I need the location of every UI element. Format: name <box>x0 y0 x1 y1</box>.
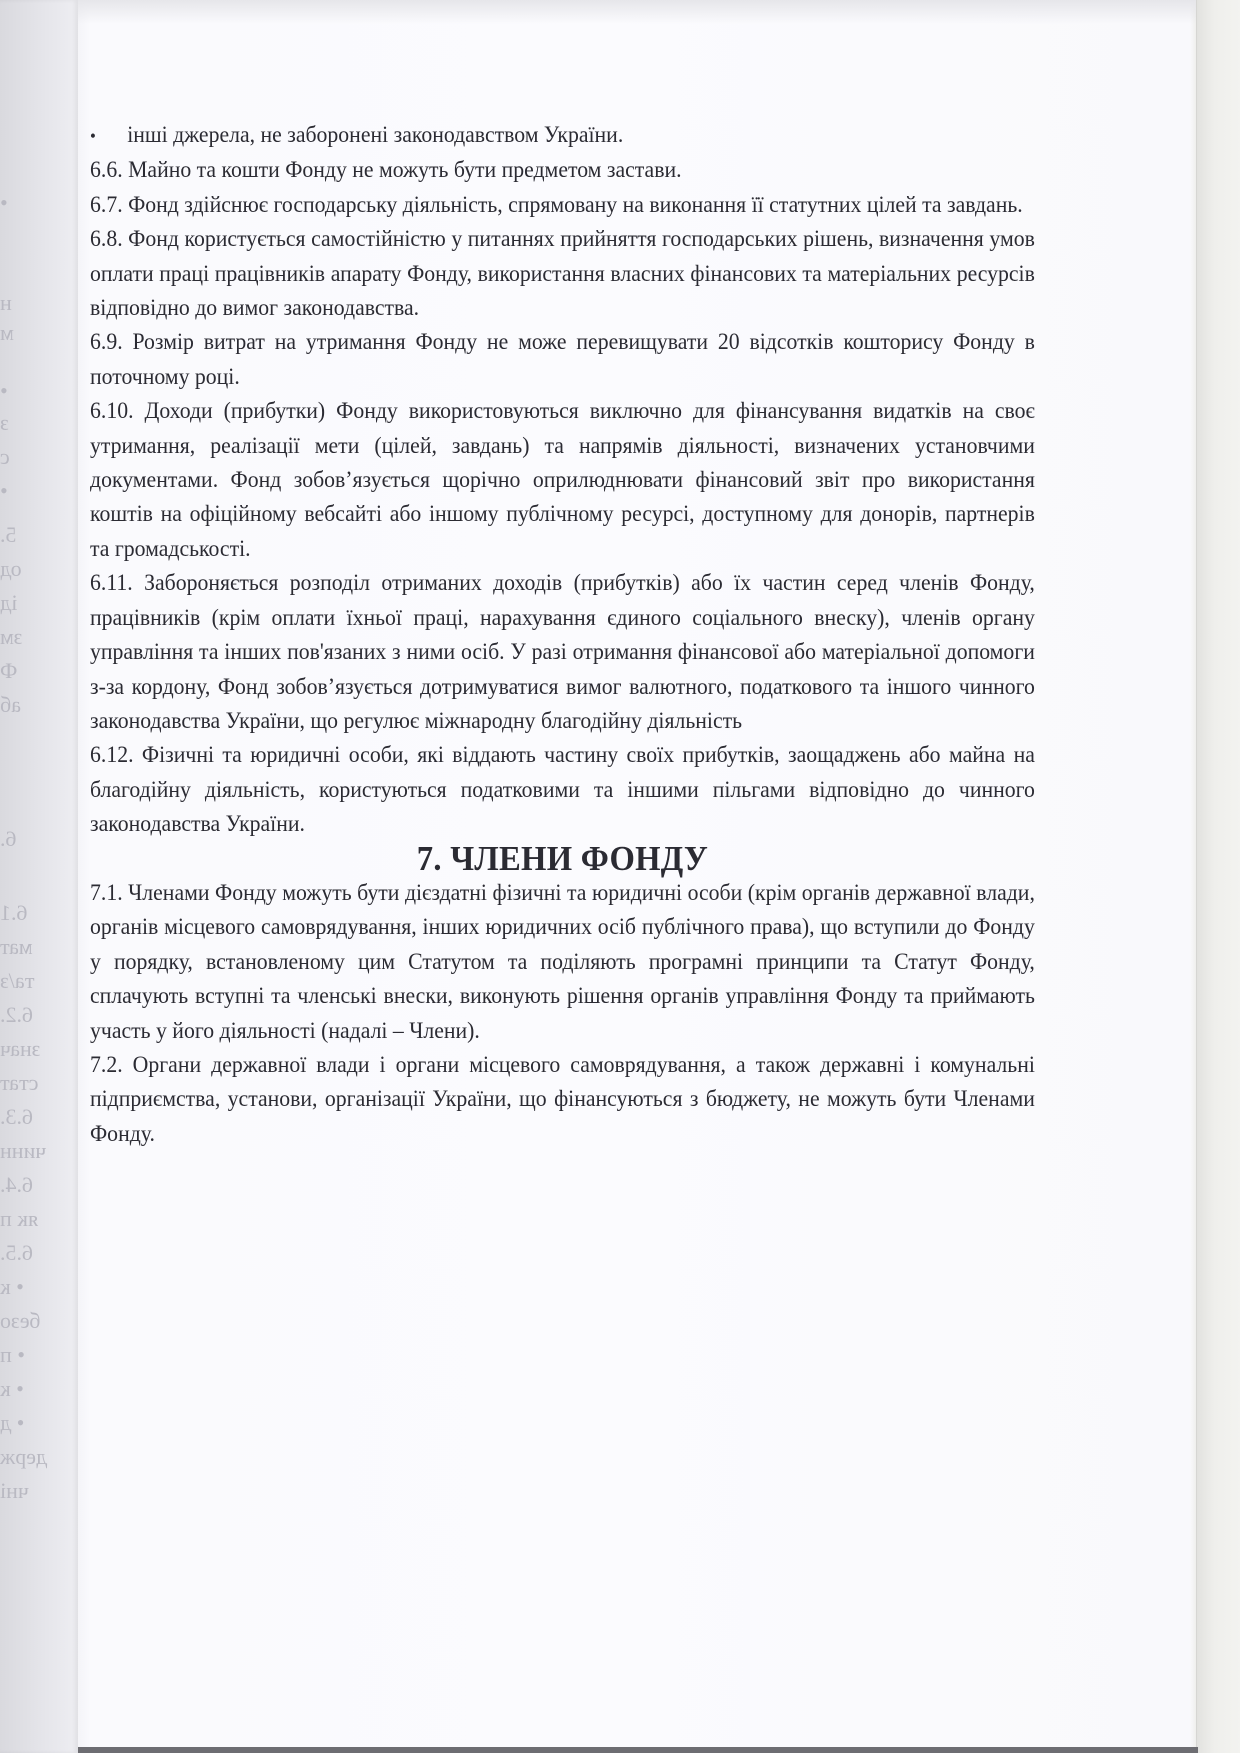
document-body <box>90 118 1035 1151</box>
bleed-through-mark: безо <box>0 1308 41 1333</box>
bleed-through-mark: держ <box>0 1444 48 1469</box>
clause-6-10: 6.10. Доходи (прибутки) Фонду використовуються виключно для фінансування видатків на своє утримання, реалізації мети (цілей, завдань) та напрямів діяльності, визначених установчими документами. Фонд зобов’язується щорічно оприлюднювати фінансовий звіт про використання коштів на офіційному вебсайті або іншому публічному ресурсі, доступному для донорів, партнерів та громадськості. <box>90 398 1035 562</box>
bleed-through-mark: чні <box>0 1478 29 1503</box>
bleed-through-mark: 6.5. <box>0 1240 33 1265</box>
clause-7-2: 7.2. Органи державної влади і органи місцевого самоврядування, а також державні і комунальні підприємства, установи, організації України, що фінансуються з бюджету, не можуть бути Членами Фонду. <box>90 1051 1035 1147</box>
bleed-through-mark: • к <box>0 1376 24 1401</box>
bleed-through-mark: ід <box>0 590 18 615</box>
clause-6-9: 6.9. Розмір витрат на утримання Фонду не може перевищувати 20 відсотків кошторису Фонду в поточному році. <box>90 329 1035 390</box>
bleed-through-mark: зм <box>0 624 23 649</box>
bleed-through-mark: с <box>0 444 10 469</box>
clause-6-6: 6.6. Майно та кошти Фонду не можуть бути предметом застави. <box>90 157 682 184</box>
bleed-through-mark: • к <box>0 1274 24 1299</box>
bleed-through-mark: мат <box>0 934 33 959</box>
bleed-through-mark: як п <box>0 1206 39 1231</box>
section-7-heading: 7. ЧЛЕНИ ФОНДУ <box>416 838 709 878</box>
clause-6-11: 6.11. Забороняється розподіл отриманих доходів (прибутків) або їх частин серед членів Фонду, працівників (крім оплати їхньої праці, нарахування єдиного соціального внеску), членів органу управління та інших пов'язаних з ними осіб. У разі отримання фінансової або матеріальної допомоги з-за кордону, Фонд зобов’язується дотримуватися вимог валютного, податкового та іншого чинного законодавства України, що регулює міжнародну благодійну діяльність <box>90 570 1035 734</box>
bullet-icon: • <box>90 126 96 146</box>
scan-top-shadow <box>78 0 1198 24</box>
bleed-through-mark: • <box>0 378 8 403</box>
bleed-through-mark: 6.4. <box>0 1172 33 1197</box>
bullet-item-text: інші джерела, не заборонені законодавством України. <box>127 122 624 148</box>
scan-bottom-edge <box>78 1747 1198 1753</box>
bleed-through-mark: • п <box>0 1342 25 1367</box>
clause-6-7: 6.7. Фонд здійснює господарську діяльність, спрямовану на виконання її статутних цілей та завдань. <box>90 191 1023 218</box>
bleed-through-mark: 6.2. <box>0 1002 33 1027</box>
clause-6-12: 6.12. Фізичні та юридичні особи, які віддають частину своїх прибутків, заощаджень або майна на благодійну діяльність, користуються податковими та іншими пільгами відповідно до чинного законодавства України. <box>90 742 1035 838</box>
bleed-through-mark: од <box>0 556 22 581</box>
bleed-through-mark: стат <box>0 1070 39 1095</box>
bleed-through-mark: чинн <box>0 1138 47 1163</box>
scan-right-margin <box>1196 0 1240 1753</box>
bleed-through-mark: • <box>0 190 8 215</box>
bleed-through-mark: 6.1 <box>0 900 28 925</box>
bleed-through-mark: Ф <box>0 658 18 683</box>
bleed-through-mark: з <box>0 410 9 435</box>
bleed-through-mark: м <box>0 320 14 345</box>
bullet-list-item <box>90 118 1035 153</box>
bleed-through-mark: 6. <box>0 826 17 851</box>
bleed-through-mark: 5. <box>0 522 17 547</box>
bleed-through-mark: • <box>0 478 8 503</box>
bleed-through-mark: та/з <box>0 968 35 993</box>
adjacent-page-edge <box>0 0 78 1753</box>
bleed-through-mark: н <box>0 290 12 315</box>
clause-7-1: 7.1. Членами Фонду можуть бути дієздатні фізичні та юридичні особи (крім органів державної влади, органів місцевого самоврядування, інших юридичних осіб публічного права), що вступили до Фонду у порядку, встановленому цим Статутом та поділяють програмні принципи та Статут Фонду, сплачують вступні та членські внески, виконують рішення органів управління Фонду та приймають участь у його діяльності (надалі – Члени). <box>90 879 1035 1044</box>
bleed-through-mark: знач <box>0 1036 41 1061</box>
bleed-through-mark: 6.3. <box>0 1104 33 1129</box>
clause-6-8: 6.8. Фонд користується самостійністю у питаннях прийняття господарських рішень, визначення умов оплати праці працівників апарату Фонду, використання власних фінансових та матеріальних ресурсів відповідно до вимог законодавства. <box>90 226 1035 322</box>
bleed-through-mark: • д <box>0 1410 25 1435</box>
bleed-through-mark: аб <box>0 692 21 717</box>
